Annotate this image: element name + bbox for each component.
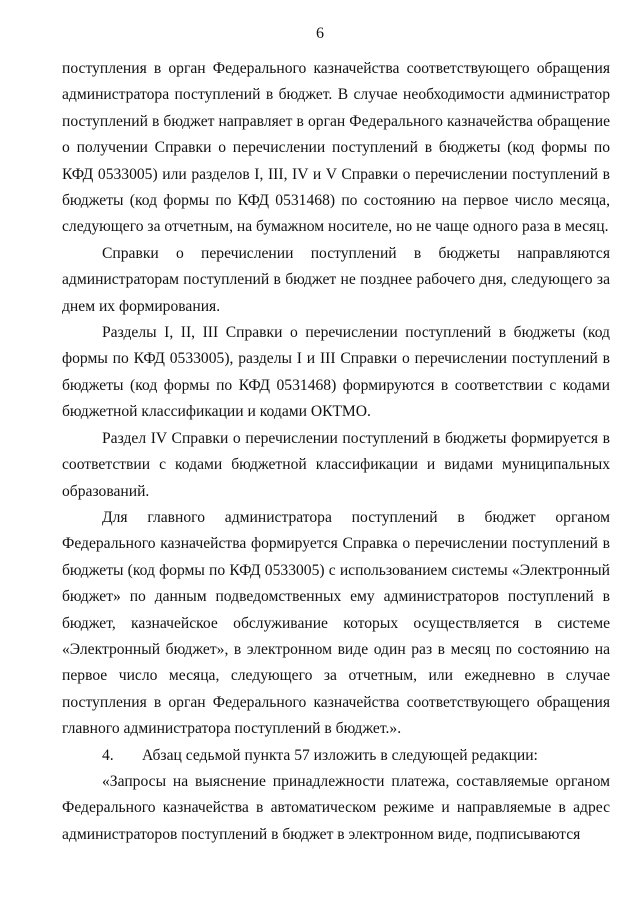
paragraph-chief-administrator: Для главного администратора поступлений в бюджет органом Федерального казначейства формируется Справка о перечислении поступлений в бюджеты (код формы по КФД 0533005) с использованием системы «Электронный бюджет» по данным подведомственных ему администраторов поступлений в бюджет, казначейское обслуживание которых осуществляется в системе «Электронный бюджет», в электронном виде один раз в месяц по состоянию на первое число месяца, следующего за отчетным, или ежедневно в случае поступления в орган Федерального казначейства соответствующего обращения главного администратора поступлений в бюджет.». <box>62 508 610 738</box>
paragraph-section-iv: Раздел IV Справки о перечислении поступлений в бюджеты формируется в соответствии с кодами бюджетной классификации и видами муниципальных образований. <box>62 429 610 500</box>
paragraph-certificates-sent: Справки о перечислении поступлений в бюджеты направляются администраторам поступлений в бюджет не позднее рабочего дня, следующего за днем их формирования. <box>62 244 610 315</box>
document-body <box>62 56 610 848</box>
paragraph-quoted-requests: «Запросы на выяснение принадлежности платежа, составляемые органом Федерального казначейства в автоматическом режиме и направляемые в адрес администраторов поступлений в бюджет в электронном виде, подписываются <box>62 772 610 843</box>
list-item-text: Абзац седьмой пункта 57 изложить в следующей редакции: <box>142 746 538 764</box>
list-item-number: 4. <box>102 746 114 764</box>
list-item-4 <box>62 743 610 769</box>
page-number: 6 <box>316 25 324 42</box>
paragraph-sections-formed: Разделы I, II, III Справки о перечислении поступлений в бюджеты (код формы по КФД 0533005), разделы I и III Справки о перечислении поступлений в бюджеты (код формы по КФД 0531468) формируются в соответствии с кодами бюджетной классификации и кодами ОКТМО. <box>62 324 610 421</box>
paragraph-continuation: поступления в орган Федерального казначейства соответствующего обращения администратора поступлений в бюджет. В случае необходимости администратор поступлений в бюджет направляет в орган Федерального казначейства обращение о получении Справки о перечислении поступлений в бюджеты (код формы по КФД 0533005) или разделов I, III, IV и V Справки о перечислении поступлений в бюджеты (код формы по КФД 0531468) по состоянию на первое число месяца, следующего за отчетным, на бумажном носителе, но не чаще одного раза в месяц. <box>62 60 610 236</box>
